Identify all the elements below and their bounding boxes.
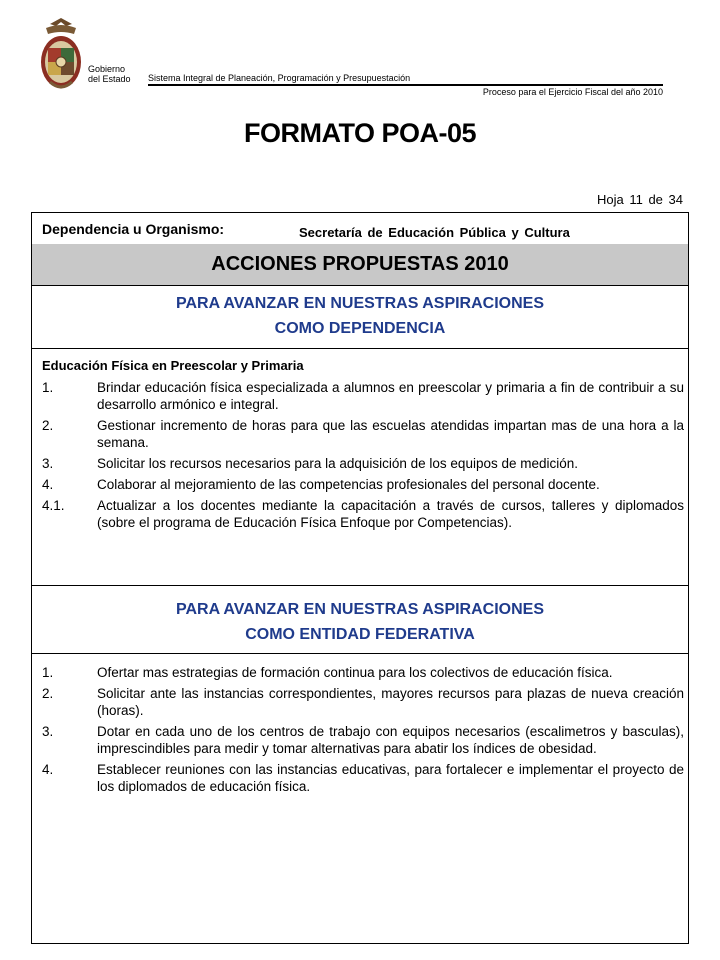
section1-subtitle: Educación Física en Preescolar y Primaria	[42, 358, 304, 373]
sheet-number: Hoja 11 de 34	[597, 192, 683, 207]
list-item-text: Gestionar incremento de horas para que las escuelas atendidas impartan mas de una hora a la semana.	[97, 418, 684, 450]
section2-list	[32, 664, 688, 799]
list-item-text: Ofertar mas estrategias de formación continua para los colectivos de educación física.	[97, 665, 613, 680]
dependencia-row	[32, 213, 688, 245]
list-item-number: 4.	[42, 762, 54, 777]
list-item	[32, 761, 688, 795]
list-item-number: 3.	[42, 724, 54, 739]
list-item-number: 2.	[42, 686, 54, 701]
acciones-title: ACCIONES PROPUESTAS 2010	[32, 244, 688, 286]
list-item-number: 3.	[42, 456, 54, 471]
list-item-number: 4.1.	[42, 498, 65, 513]
list-item	[32, 497, 688, 531]
section1-list	[32, 379, 688, 535]
list-item-text: Actualizar a los docentes mediante la capacitación a través de cursos, talleres y diplomados (sobre el programa de Educación Física Enfoque por Competencias).	[97, 498, 684, 530]
gobierno-line1: Gobierno	[88, 64, 126, 74]
section1-heading	[32, 291, 688, 341]
gobierno-label	[88, 64, 131, 84]
header-divider	[148, 84, 663, 86]
coat-of-arms-seal-icon	[36, 14, 86, 96]
list-item	[32, 476, 688, 493]
list-item-number: 2.	[42, 418, 54, 433]
section2-heading	[32, 597, 688, 647]
list-item	[32, 417, 688, 451]
list-item-text: Brindar educación física especializada a alumnos en preescolar y primaria a fin de contribuir a su desarrollo armónico e integral.	[97, 380, 684, 412]
list-item	[32, 455, 688, 472]
list-item	[32, 379, 688, 413]
section2-heading-line1: PARA AVANZAR EN NUESTRAS ASPIRACIONES	[175, 601, 545, 618]
section1-divider	[32, 348, 688, 349]
list-item-number: 4.	[42, 477, 54, 492]
list-item-text: Solicitar los recursos necesarios para la adquisición de los equipos de medición.	[97, 456, 579, 471]
section1-heading-line2: COMO DEPENDENCIA	[274, 320, 446, 337]
dependencia-label: Dependencia u Organismo:	[42, 221, 225, 237]
list-item	[32, 685, 688, 719]
list-item-text: Establecer reuniones con las instancias educativas, para fortalecer e implementar el proyecto de los diplomados de educación física.	[97, 762, 684, 794]
list-item-number: 1.	[42, 380, 54, 395]
list-item-number: 1.	[42, 665, 54, 680]
list-item	[32, 723, 688, 757]
section2-divider	[32, 653, 688, 654]
process-label: Proceso para el Ejercicio Fiscal del año 2010	[482, 87, 663, 97]
form-frame	[31, 212, 689, 944]
section-separator	[32, 585, 688, 586]
system-name: Sistema Integral de Planeación, Programación y Presupuestación	[148, 73, 411, 83]
dependencia-value: Secretaría de Educación Pública y Cultura	[299, 225, 570, 240]
section1-heading-line1: PARA AVANZAR EN NUESTRAS ASPIRACIONES	[175, 295, 545, 312]
page-title: FORMATO POA-05	[243, 118, 477, 148]
section2-heading-line2: COMO ENTIDAD FEDERATIVA	[245, 626, 475, 643]
list-item-text: Solicitar ante las instancias correspondientes, mayores recursos para plazas de nueva creación (horas).	[97, 686, 684, 718]
list-item	[32, 664, 688, 681]
list-item-text: Colaborar al mejoramiento de las competencias profesionales del personal docente.	[97, 477, 600, 492]
list-item-text: Dotar en cada uno de los centros de trabajo con equipos necesarios (escalimetros y basculas), imprescindibles para medir y tomar alternativas para abatir los índices de obesidad.	[97, 724, 684, 756]
gobierno-line2: del Estado	[88, 74, 131, 84]
